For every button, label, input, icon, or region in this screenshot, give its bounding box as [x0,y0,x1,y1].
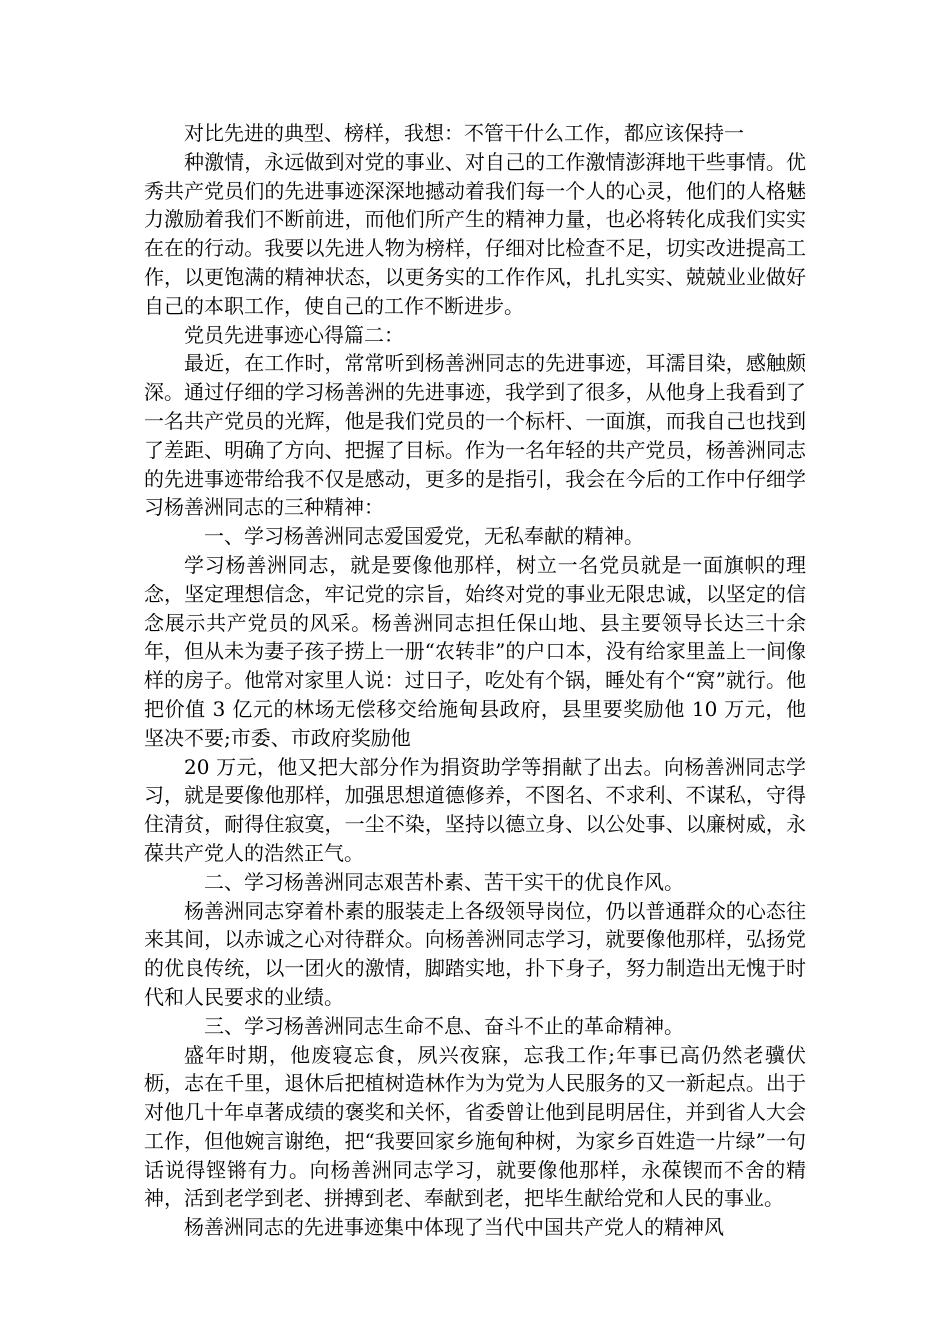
paragraph-prime-years: 盛年时期，他废寝忘食，夙兴夜寐，忘我工作;年事已高仍然老骥伏枥，志在千里，退休后把植树造林作为为党为人民服务的又一新起点。出于对他几十年卓著成绩的褒奖和关怀，省委曾让他到昆明居住，并到省人大会工作，但他婉言谢绝，把“我要回家乡施甸种树，为家乡百姓造一片绿”一句话说得铿锵有力。向杨善洲同志学习，就要像他那样，永葆锲而不舍的精神，活到老学到老、拼搏到老、奉献到老，把毕生献给党和人民的事业。 [144,1042,806,1211]
section-heading-part-two: 党员先进事迹心得篇二： [184,322,404,347]
paragraph-passion: 种激情，永远做到对党的事业、对自己的工作激情澎湃地干些事情。优秀共产党员们的先进事迹深深地撼动着我们每一个人的心灵，他们的人格魅力激励着我们不断前进，而他们所产生的精神力量，也必将转化成我们实实在在的行动。我要以先进人物为榜样，仔细对比检查不足，切实改进提高工作，以更饱满的精神状态，以更务实的工作作风，扎扎实实、兢兢业业做好自己的本职工作，使自己的工作不断进步。 [144,149,806,318]
subheading-one: 一、学习杨善洲同志爱国爱党，无私奉献的精神。 [204,524,644,549]
document-body [144,119,806,1242]
paragraph-plain-clothes: 杨善洲同志穿着朴素的服装走上各级领导岗位，仍以普通群众的心态往来其间，以赤诚之心对待群众。向杨善洲同志学习，就要像他那样，弘扬党的优良传统，以一团火的激情，脚踏实地，扑下身子，努力制造出无愧于时代和人民要求的业绩。 [144,898,806,1009]
subheading-three: 三、学习杨善洲同志生命不息、奋斗不止的革命精神。 [204,1013,684,1038]
paragraph-200k: 20 万元，他又把大部分作为捐资助学等捐献了出去。向杨善洲同志学习，就是要像他那样，加强思想道德修养，不图名、不求利、不谋私，守得住清贫，耐得住寂寞，一尘不染，坚持以德立身、以公处事、以廉树威，永葆共产党人的浩然正气。 [144,754,806,865]
paragraph-comparison-intro: 对比先进的典型、榜样，我想：不管干什么工作，都应该保持一 [184,121,744,145]
paragraph-closing: 杨善洲同志的先进事迹集中体现了当代中国共产党人的精神风 [184,1215,724,1240]
paragraph-recently: 最近，在工作时，常常听到杨善洲同志的先进事迹，耳濡目染，感触颇深。通过仔细的学习杨善洲的先进事迹，我学到了很多，从他身上我看到了一名共产党员的光辉，他是我们党员的一个标杆、一面旗，而我自己也找到了差距、明确了方向、把握了目标。作为一名年轻的共产党员，杨善洲同志的先进事迹带给我不仅是感动，更多的是指引，我会在今后的工作中仔细学习杨善洲同志的三种精神： [144,351,806,520]
subheading-two: 二、学习杨善洲同志艰苦朴素、苦干实干的优良作风。 [204,869,684,894]
paragraph-learn-flag: 学习杨善洲同志，就是要像他那样，树立一名党员就是一面旗帜的理念，坚定理想信念，牢记党的宗旨，始终对党的事业无限忠诚，以坚定的信念展示共产党员的风采。杨善洲同志担任保山地、县主要领导长达三十余年，但从未为妻子孩子捞上一册“农转非”的户口本，没有给家里盖上一间像样的房子。他常对家里人说：过日子，吃处有个锅，睡处有个“窝”就行。他把价值 3 亿元的林场无偿移交给施甸县政府，县里要奖励他 10 万元，他坚决不要;市委、市政府奖励他 [144,552,806,750]
